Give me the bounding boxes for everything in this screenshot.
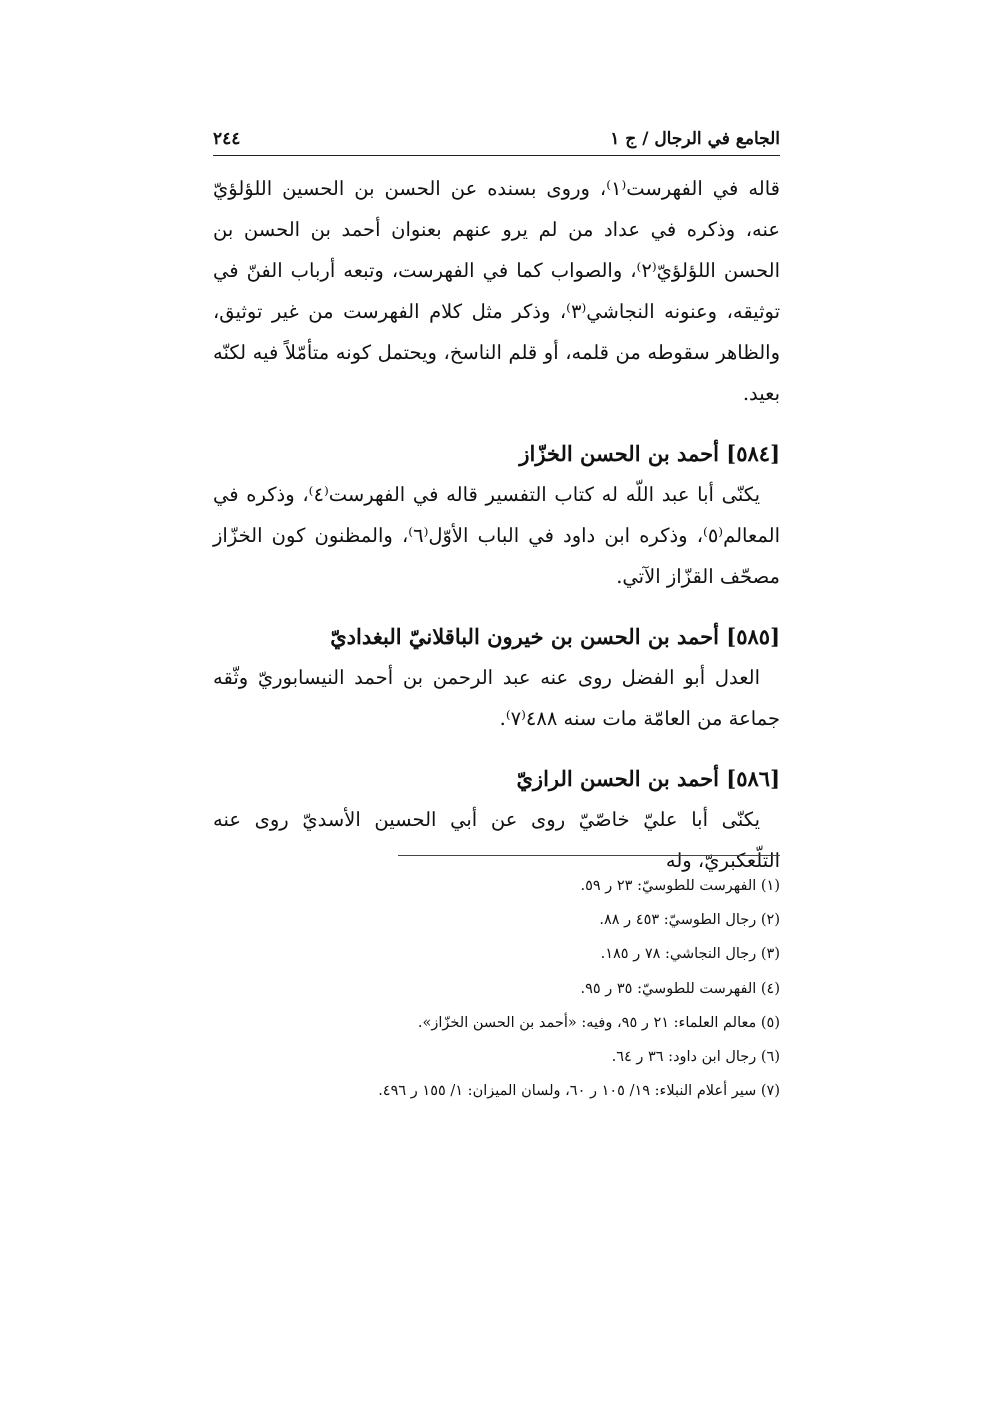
page-number: ٢٤٤ <box>213 129 241 149</box>
footnotes <box>213 869 780 1108</box>
footnote: (٧) سير أعلام النبلاء: ١٩/ ١٠٥ ر ٦٠، ولسان الميزان: ١/ ١٥٥ ر ٤٩٦. <box>378 1083 780 1100</box>
intro-paragraph: قاله في الفهرست⁽١⁾، وروى بسنده عن الحسن بن الحسين اللؤلؤيّ عنه، وذكره في عداد من لم يرو عنهم بعنوان أحمد بن الحسن بن الحسن اللؤلؤيّ⁽٢⁾، والصواب كما في الفهرست، وتبعه أرباب الفنّ في توثيقه، وعنونه النجاشي⁽٣⁾، وذكر مثل كلام الفهرست من غير توثيق، والظاهر سقوطه من قلمه، أو قلم الناسخ، ويحتمل كونه متأمّلاً فيه لكنّه بعيد. <box>213 177 781 405</box>
running-title: الجامع في الرجال / ج ١ <box>610 129 780 149</box>
footnote: (٤) الفهرست للطوسيّ: ٣٥ ر ٩٥. <box>580 980 780 997</box>
entry-title: [٥٨٦] أحمد بن الحسن الرازيّ <box>516 766 780 791</box>
footnote: (٦) رجال ابن داود: ٣٦ ر ٦٤. <box>611 1049 780 1066</box>
main-text <box>213 168 780 881</box>
entry-text: يكنّى أبا عبد اللّه له كتاب التفسير قاله في الفهرست⁽٤⁾، وذكره في المعالم⁽٥⁾، وذكره ابن داود في الباب الأوّل⁽٦⁾، والمظنون كون الخزّاز مصحّف القزّاز الآتي. <box>213 483 780 588</box>
entry-text: يكنّى أبا عليّ خاصّيّ روى عن أبي الحسين الأسديّ روى عنه التلّعكبريّ، وله <box>213 808 780 872</box>
footnote: (٢) رجال الطوسيّ: ٤٥٣ ر ٨٨. <box>599 912 780 929</box>
page-header <box>213 124 780 154</box>
footnote: (٥) معالم العلماء: ٢١ ر ٩٥، وفيه: «أحمد بن الحسن الخزّاز». <box>417 1014 780 1031</box>
entry-584 <box>213 434 780 597</box>
footnote: (٣) رجال النجاشي: ٧٨ ر ١٨٥. <box>600 946 780 963</box>
entry-title: [٥٨٤] أحمد بن الحسن الخزّاز <box>519 441 780 466</box>
entry-title: [٥٨٥] أحمد بن الحسن بن خيرون الباقلانيّ البغداديّ <box>330 624 780 649</box>
footnote-separator <box>398 855 780 856</box>
entry-text: العدل أبو الفضل روى عنه عبد الرحمن بن أحمد النيسابوريّ وثّقه جماعة من العامّة مات سنه ٤٨٨⁽٧⁾. <box>213 666 780 730</box>
header-rule <box>213 155 780 156</box>
entry-585 <box>213 617 780 739</box>
entry-586 <box>213 759 780 881</box>
footnote: (١) الفهرست للطوسيّ: ٢٣ ر ٥٩. <box>580 878 780 894</box>
